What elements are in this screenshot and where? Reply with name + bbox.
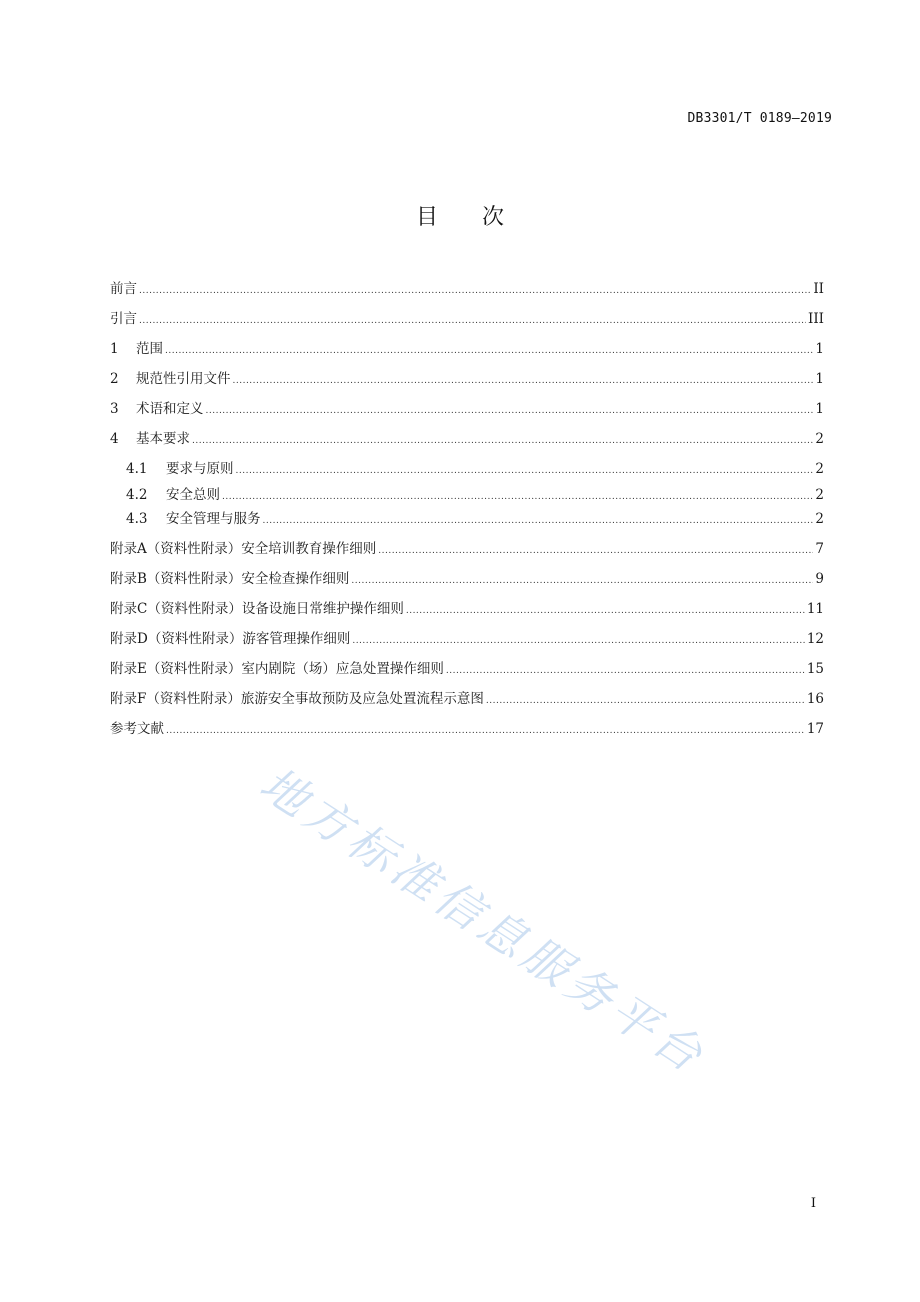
toc-entry-appendix-d[interactable] <box>110 628 824 658</box>
toc-entry-appendix-e[interactable] <box>110 658 824 688</box>
appendix-label: 附录B（资料性附录） <box>110 571 242 588</box>
toc-entry-introduction[interactable] <box>110 308 824 338</box>
toc-entry-appendix-a[interactable] <box>110 538 824 568</box>
toc-entry-page: 11 <box>806 601 824 618</box>
leader-dots <box>351 570 813 592</box>
toc-entry-text: 要求与原则 <box>166 461 234 477</box>
leader-dots <box>486 690 805 712</box>
toc-entry-text: 术语和定义 <box>136 401 204 417</box>
appendix-label: 附录F（资料性附录） <box>110 691 241 708</box>
table-of-contents <box>110 278 824 748</box>
toc-entry-text: 设备设施日常维护操作细则 <box>241 601 404 618</box>
toc-entry-safety-management-service[interactable] <box>110 508 824 538</box>
toc-entry-page: 12 <box>806 631 824 648</box>
toc-title: 目次 <box>415 205 548 230</box>
toc-entry-page: II <box>813 281 824 297</box>
toc-entry-text: 参考文献 <box>110 721 164 738</box>
toc-entry-number: 2 <box>110 371 119 387</box>
toc-entry-page: 16 <box>806 691 824 708</box>
leader-dots <box>236 460 814 482</box>
toc-entry-basic-requirements[interactable] <box>110 428 824 458</box>
leader-dots <box>406 600 805 622</box>
toc-entry-number: 1 <box>110 341 119 357</box>
toc-entry-text: 安全检查操作细则 <box>241 571 350 588</box>
toc-entry-page: 7 <box>815 541 824 558</box>
toc-entry-bibliography[interactable] <box>110 718 824 748</box>
leader-dots <box>139 280 811 302</box>
leader-dots <box>139 310 806 332</box>
leader-dots <box>206 400 814 422</box>
footer-page-number: I <box>810 1196 816 1211</box>
toc-entry-terms-definitions[interactable] <box>110 398 824 428</box>
toc-entry-page: 2 <box>815 461 824 477</box>
toc-entry-page: 2 <box>815 511 824 528</box>
toc-entry-page: 1 <box>815 401 824 417</box>
toc-entry-text: 前言 <box>110 281 137 297</box>
toc-entry-page: 9 <box>815 571 824 588</box>
toc-entry-text: 基本要求 <box>136 431 190 447</box>
toc-entry-appendix-c[interactable] <box>110 598 824 628</box>
leader-dots <box>166 720 805 742</box>
toc-entry-number: 4.3 <box>126 511 148 528</box>
toc-entry-page: 1 <box>815 371 824 387</box>
toc-entry-page: 2 <box>815 487 824 503</box>
leader-dots <box>233 370 814 392</box>
toc-entry-text: 安全培训教育操作细则 <box>241 541 377 558</box>
toc-entry-text: 规范性引用文件 <box>136 371 231 387</box>
toc-entry-text: 安全管理与服务 <box>166 511 261 528</box>
toc-entry-safety-general[interactable] <box>110 484 824 508</box>
toc-entry-text: 引言 <box>110 311 137 327</box>
toc-entry-page: 1 <box>815 341 824 357</box>
toc-entry-page: III <box>808 311 824 327</box>
watermark: 地方标准信息服务平台 <box>250 756 717 1085</box>
appendix-label: 附录D（资料性附录） <box>110 631 243 648</box>
toc-entry-appendix-b[interactable] <box>110 568 824 598</box>
leader-dots <box>263 510 814 532</box>
toc-entry-page: 17 <box>806 721 824 738</box>
toc-entry-text: 范围 <box>136 341 163 357</box>
leader-dots <box>222 486 813 508</box>
toc-entry-text: 室内剧院（场）应急处置操作细则 <box>241 661 444 678</box>
toc-entry-number: 4.2 <box>126 487 148 503</box>
leader-dots <box>192 430 813 452</box>
toc-entry-text: 旅游安全事故预防及应急处置流程示意图 <box>240 691 484 708</box>
toc-entry-page: 15 <box>806 661 824 678</box>
toc-entry-appendix-f[interactable] <box>110 688 824 718</box>
toc-entry-text: 安全总则 <box>166 487 220 503</box>
toc-entry-number: 3 <box>110 401 119 417</box>
appendix-label: 附录A（资料性附录） <box>110 541 242 558</box>
toc-entry-number: 4 <box>110 431 119 447</box>
document-code: DB3301/T 0189—2019 <box>687 111 832 126</box>
toc-entry-text: 游客管理操作细则 <box>242 631 351 648</box>
appendix-label: 附录C（资料性附录） <box>110 601 242 618</box>
toc-entry-requirements-principles[interactable] <box>110 458 824 484</box>
leader-dots <box>352 630 804 652</box>
leader-dots <box>165 340 813 362</box>
toc-entry-page: 2 <box>815 431 824 447</box>
toc-entry-normative-references[interactable] <box>110 368 824 398</box>
toc-entry-number: 4.1 <box>126 461 148 477</box>
leader-dots <box>446 660 805 682</box>
toc-entry-foreword[interactable] <box>110 278 824 308</box>
leader-dots <box>378 540 813 562</box>
appendix-label: 附录E（资料性附录） <box>110 661 242 678</box>
toc-entry-scope[interactable] <box>110 338 824 368</box>
